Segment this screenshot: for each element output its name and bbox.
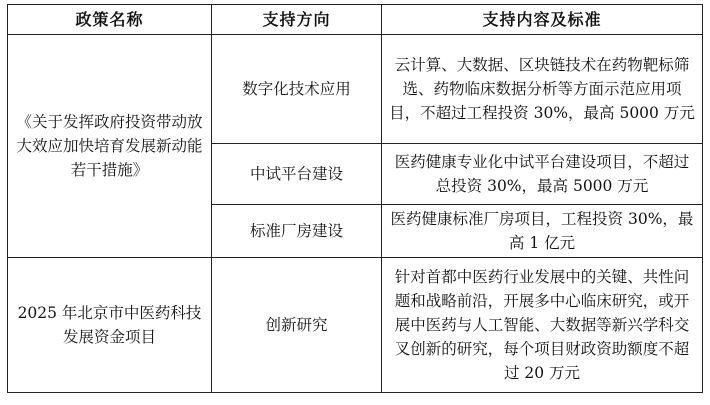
- direction-cell: 标准厂房建设: [212, 205, 382, 258]
- table-row: [8, 35, 703, 144]
- direction-cell: 中试平台建设: [212, 144, 382, 205]
- policy-name-cell: 《关于发挥政府投资带动放大效应加快培育发展新动能若干措施》: [8, 35, 212, 258]
- direction-cell: 创新研究: [212, 258, 382, 393]
- content-cell: 医药健康标准厂房项目，工程投资 30%，最高 1 亿元: [382, 205, 703, 258]
- policy-table: [7, 4, 703, 393]
- direction-cell: 数字化技术应用: [212, 35, 382, 144]
- content-cell: 医药健康专业化中试平台建设项目，不超过总投资 30%，最高 5000 万元: [382, 144, 703, 205]
- header-row: [8, 5, 703, 35]
- header-policy-name: 政策名称: [8, 5, 212, 35]
- content-cell: 针对首都中医药行业发展中的关键、共性问题和战略前沿，开展多中心临床研究，或开展中医药与人工智能、大数据等新兴学科交叉创新的研究，每个项目财政资助额度不超过 20 万元: [382, 258, 703, 393]
- table-row: [8, 258, 703, 393]
- header-content: 支持内容及标准: [382, 5, 703, 35]
- content-cell: 云计算、大数据、区块链技术在药物靶标筛选、药物临床数据分析等方面示范应用项目，不超过工程投资 30%，最高 5000 万元: [382, 35, 703, 144]
- policy-name-cell: 2025 年北京市中医药科技发展资金项目: [8, 258, 212, 393]
- header-direction: 支持方向: [212, 5, 382, 35]
